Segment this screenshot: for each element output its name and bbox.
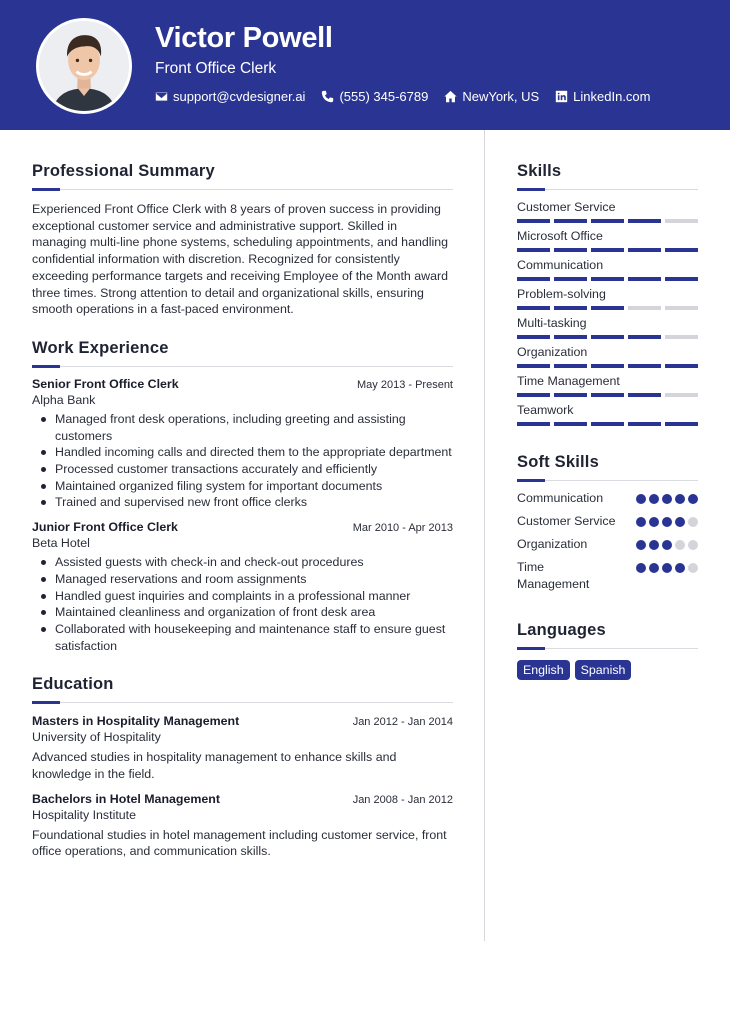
skill-level-bar: [517, 277, 698, 281]
education-entry: [32, 714, 453, 782]
skill-name: Problem-solving: [517, 287, 606, 301]
skill-item: [517, 345, 698, 368]
level-segment: [554, 248, 587, 252]
rating-dot: [688, 494, 698, 504]
job-bullets: [32, 554, 453, 654]
soft-skill-rating: [636, 517, 698, 527]
level-segment: [628, 364, 661, 368]
contact-email-text: support@cvdesigner.ai: [173, 89, 306, 104]
skill-level-bar: [517, 219, 698, 223]
skill-name: Communication: [517, 258, 604, 272]
skill-name: Teamwork: [517, 403, 574, 417]
soft-skill-name: Time Management: [517, 560, 590, 591]
rating-dot: [662, 494, 672, 504]
skill-level-bar: [517, 335, 698, 339]
bullet-item: Handled guest inquiries and complaints in a professional manner: [32, 588, 453, 605]
level-segment: [628, 248, 661, 252]
level-segment: [591, 422, 624, 426]
contact-linkedin[interactable]: [555, 89, 650, 104]
contact-location-text: NewYork, US: [462, 89, 540, 104]
skill-level-bar: [517, 248, 698, 252]
education-heading: Education: [32, 675, 114, 694]
rating-dot: [636, 494, 646, 504]
bullet-item: Assisted guests with check-in and check-out procedures: [32, 554, 453, 571]
job-dates: May 2013 - Present: [357, 378, 453, 391]
candidate-title: Front Office Clerk: [155, 60, 277, 77]
section-rule: [32, 189, 453, 190]
school-name: University of Hospitality: [32, 730, 161, 745]
section-rule: [32, 366, 453, 367]
bullet-item: Managed front desk operations, including greeting and assisting customers: [32, 411, 453, 444]
level-segment: [628, 422, 661, 426]
skill-item: [517, 374, 698, 397]
header: [0, 0, 730, 130]
job-dates: Mar 2010 - Apr 2013: [352, 522, 453, 535]
soft-skill-name: Organization: [517, 537, 588, 551]
level-segment: [591, 277, 624, 281]
side-column: [517, 162, 698, 680]
languages-section: [517, 621, 698, 680]
level-segment: [665, 422, 698, 426]
degree-description: Advanced studies in hospitality management to enhance skills and knowledge in the field.: [32, 750, 397, 782]
job-entry: [32, 377, 453, 511]
rating-dot: [636, 517, 646, 527]
job-title: Senior Front Office Clerk: [32, 376, 179, 391]
main-column: [32, 162, 453, 860]
soft-skill-item: [517, 490, 698, 507]
rating-dot: [636, 540, 646, 550]
level-segment: [554, 277, 587, 281]
skill-item: [517, 258, 698, 281]
level-segment: [628, 306, 661, 310]
level-segment: [665, 277, 698, 281]
level-segment: [554, 364, 587, 368]
skill-item: [517, 287, 698, 310]
rating-dot: [688, 563, 698, 573]
level-segment: [517, 393, 550, 397]
soft-skill-name: Customer Service: [517, 514, 616, 528]
level-segment: [554, 335, 587, 339]
rating-dot: [662, 540, 672, 550]
bullet-item: Trained and supervised new front office clerks: [32, 494, 453, 511]
level-segment: [517, 422, 550, 426]
level-segment: [591, 248, 624, 252]
rating-dot: [662, 517, 672, 527]
level-segment: [665, 335, 698, 339]
soft-skill-rating: [636, 540, 698, 550]
envelope-icon: [155, 90, 168, 103]
rating-dot: [688, 517, 698, 527]
bullet-item: Managed reservations and room assignments: [32, 571, 453, 588]
soft-skill-item: [517, 513, 698, 530]
home-icon: [444, 90, 457, 103]
degree-description: Foundational studies in hotel management including customer service, front office operations, and communication skills.: [32, 827, 447, 859]
language-badge: English: [517, 660, 570, 680]
skills-heading: Skills: [517, 162, 562, 180]
school-name: Hospitality Institute: [32, 807, 136, 822]
contact-linkedin-text: LinkedIn.com: [573, 89, 651, 104]
languages-heading: Languages: [517, 621, 606, 639]
soft-skills-list: [517, 490, 698, 593]
rating-dot: [649, 517, 659, 527]
soft-skills-section: [517, 453, 698, 593]
level-segment: [665, 306, 698, 310]
section-rule: [517, 648, 698, 649]
candidate-name: Victor Powell: [155, 22, 333, 54]
job-employer: Beta Hotel: [32, 536, 90, 551]
level-segment: [554, 306, 587, 310]
summary-heading: Professional Summary: [32, 162, 215, 180]
rating-dot: [675, 517, 685, 527]
skills-section: [517, 162, 698, 426]
soft-skill-name: Communication: [517, 491, 604, 505]
job-entry: [32, 520, 453, 654]
skill-name: Organization: [517, 345, 588, 359]
education-section: [32, 675, 453, 860]
rating-dot: [649, 563, 659, 573]
level-segment: [554, 219, 587, 223]
linkedin-icon: [555, 90, 568, 103]
rating-dot: [688, 540, 698, 550]
phone-icon: [321, 90, 334, 103]
level-segment: [517, 219, 550, 223]
level-segment: [517, 335, 550, 339]
bullet-item: Maintained organized filing system for important documents: [32, 478, 453, 495]
level-segment: [591, 335, 624, 339]
job-title: Junior Front Office Clerk: [32, 520, 178, 535]
level-segment: [591, 393, 624, 397]
job-employer: Alpha Bank: [32, 392, 96, 407]
experience-section: [32, 339, 453, 654]
avatar: [36, 18, 132, 114]
level-segment: [517, 277, 550, 281]
skill-item: [517, 200, 698, 223]
level-segment: [665, 248, 698, 252]
job-bullets: [32, 411, 453, 511]
skill-level-bar: [517, 393, 698, 397]
degree-dates: Jan 2012 - Jan 2014: [352, 716, 453, 729]
education-entry: [32, 792, 453, 860]
skill-level-bar: [517, 364, 698, 368]
section-rule: [517, 480, 698, 481]
soft-skills-heading: Soft Skills: [517, 453, 599, 471]
bullet-item: Handled incoming calls and directed them to the appropriate department: [32, 444, 453, 461]
language-badge: Spanish: [575, 660, 632, 680]
summary-section: [32, 162, 453, 318]
level-segment: [665, 393, 698, 397]
soft-skill-item: [517, 559, 698, 593]
rating-dot: [662, 563, 672, 573]
contact-list: [155, 89, 651, 104]
level-segment: [591, 364, 624, 368]
language-list: [517, 660, 698, 680]
summary-text: Experienced Front Office Clerk with 8 years of proven success in providing exceptional customer service and administrative support. Skilled in managing multi-line phone systems, scheduling appointments, and handling confidential information with discretion. Recognized for consistently exceeding performance targets and receiving Employee of the Month award three times. Strong attention to detail and organizational skills, ensuring smooth operations in a fast-paced environment.: [32, 202, 449, 317]
level-segment: [665, 364, 698, 368]
rating-dot: [675, 540, 685, 550]
soft-skill-item: [517, 536, 698, 553]
level-segment: [591, 306, 624, 310]
level-segment: [628, 335, 661, 339]
bullet-item: Processed customer transactions accurately and efficiently: [32, 461, 453, 478]
level-segment: [517, 364, 550, 368]
rating-dot: [649, 494, 659, 504]
level-segment: [554, 393, 587, 397]
level-segment: [517, 248, 550, 252]
section-rule: [517, 189, 698, 190]
section-rule: [32, 702, 453, 703]
skill-name: Time Management: [517, 374, 620, 388]
level-segment: [628, 219, 661, 223]
rating-dot: [636, 563, 646, 573]
contact-phone-text: (555) 345-6789: [339, 89, 429, 104]
bullet-item: Collaborated with housekeeping and maintenance staff to ensure guest satisfaction: [32, 621, 453, 654]
experience-heading: Work Experience: [32, 338, 169, 357]
contact-location: [444, 89, 539, 104]
degree-dates: Jan 2008 - Jan 2012: [352, 793, 453, 806]
rating-dot: [675, 563, 685, 573]
skill-item: [517, 403, 698, 426]
level-segment: [665, 219, 698, 223]
skill-item: [517, 316, 698, 339]
rating-dot: [675, 494, 685, 504]
skill-name: Customer Service: [517, 200, 616, 214]
soft-skill-rating: [636, 494, 698, 504]
skills-list: [517, 200, 698, 426]
level-segment: [628, 393, 661, 397]
level-segment: [554, 422, 587, 426]
skill-level-bar: [517, 306, 698, 310]
degree-title: Masters in Hospitality Management: [32, 714, 240, 729]
contact-email[interactable]: [155, 89, 305, 104]
skill-level-bar: [517, 422, 698, 426]
skill-item: [517, 229, 698, 252]
level-segment: [517, 306, 550, 310]
bullet-item: Maintained cleanliness and organization of front desk area: [32, 604, 453, 621]
skill-name: Microsoft Office: [517, 229, 603, 243]
degree-title: Bachelors in Hotel Management: [32, 791, 220, 806]
column-divider: [484, 130, 485, 941]
level-segment: [628, 277, 661, 281]
profile-photo: [39, 21, 129, 111]
contact-phone[interactable]: [321, 89, 428, 104]
rating-dot: [649, 540, 659, 550]
soft-skill-rating: [636, 563, 698, 573]
level-segment: [591, 219, 624, 223]
skill-name: Multi-tasking: [517, 316, 587, 330]
